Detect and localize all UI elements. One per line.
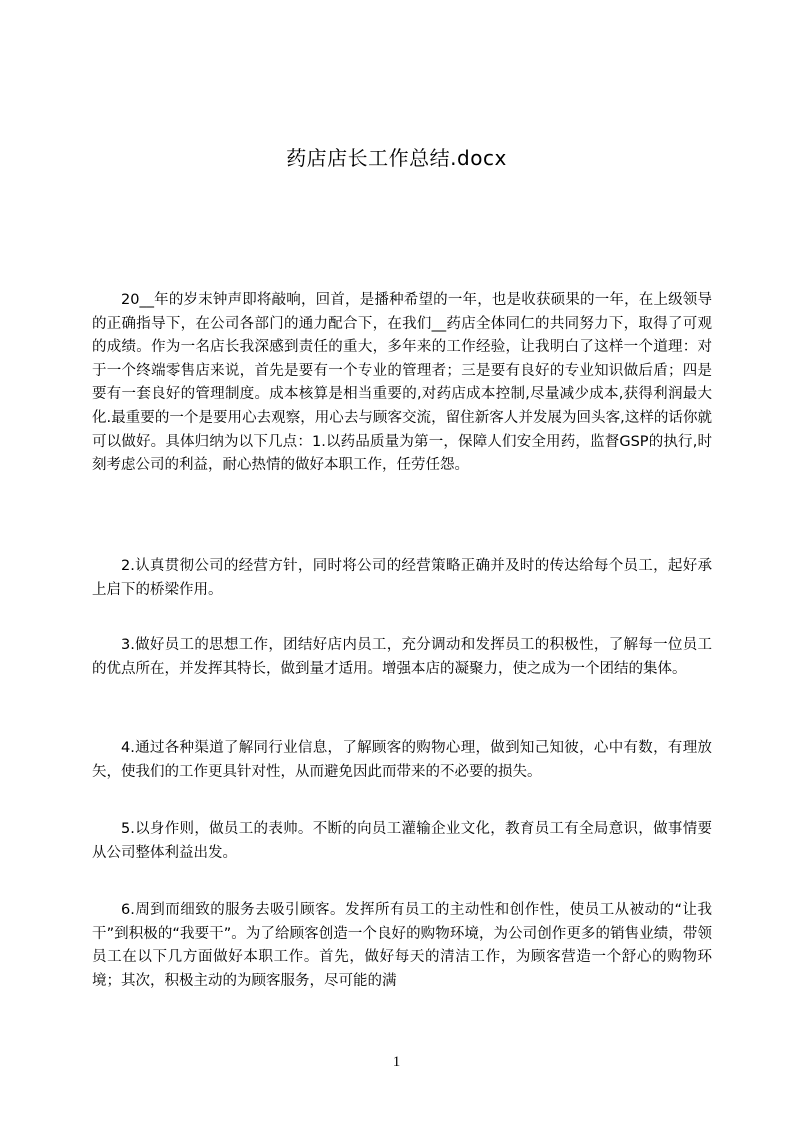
paragraph-3 <box>92 634 712 681</box>
paragraph-1 <box>92 289 712 478</box>
paragraph-text: 5.以身作则，做员工的表帅。不断的向员工灌输企业文化，教育员工有全局意识，做事情要从公司整体利益出发。 <box>92 821 712 861</box>
paragraph-text: 20__年的岁末钟声即将敲响，回首，是播种希望的一年，也是收获硕果的一年，在上级领导的正确指导下，在公司各部门的通力配合下，在我们__药店全体同仁的共同努力下，取得了可观的成绩。作为一名店长我深感到责任的重大，多年来的工作经验，让我明白了这样一个道理：对于一个终端零售店来说，首先是要有一个专业的管理者；三是要有良好的专业知识做后盾；四是要有一套良好的管理制度。成本核算是相当重要的,对药店成本控制,尽量减少成本,获得利润最大化.最重要的一个是要用心去观察，用心去与顾客交流，留住新客人并发展为回头客,这样的话你就可以做好。具体归纳为以下几点：1.以药品质量为第一，保障人们安全用药，监督GSP的执行,时刻考虑公司的利益，耐心热情的做好本职工作，任劳任怨。 <box>92 292 712 474</box>
paragraph-5 <box>92 818 712 865</box>
document-title: 药店店长工作总结.docx <box>286 146 507 170</box>
paragraph-text: 3.做好员工的思想工作，团结好店内员工，充分调动和发挥员工的积极性，了解每一位员工的优点所在，并发挥其特长，做到量才适用。增强本店的凝聚力，使之成为一个团结的集体。 <box>92 637 712 677</box>
paragraph-4 <box>92 737 712 784</box>
paragraph-text: 4.通过各种渠道了解同行业信息，了解顾客的购物心理，做到知己知彼，心中有数，有理放矢，使我们的工作更具针对性，从而避免因此而带来的不必要的损失。 <box>92 740 712 780</box>
page-number: 1 <box>392 1054 401 1070</box>
paragraph-text: 2.认真贯彻公司的经营方针，同时将公司的经营策略正确并及时的传达给每个员工，起好承上启下的桥梁作用。 <box>92 558 712 598</box>
paragraph-6 <box>92 899 712 993</box>
paragraph-text: 6.周到而细致的服务去吸引顾客。发挥所有员工的主动性和创作性，使员工从被动的“让我干”到积极的“我要干”。为了给顾客创造一个良好的购物环境，为公司创作更多的销售业绩，带领员工在以下几方面做好本职工作。首先，做好每天的清洁工作，为顾客营造一个舒心的购物环境；其次，积极主动的为顾客服务，尽可能的满 <box>92 902 712 989</box>
paragraph-2 <box>92 555 712 602</box>
